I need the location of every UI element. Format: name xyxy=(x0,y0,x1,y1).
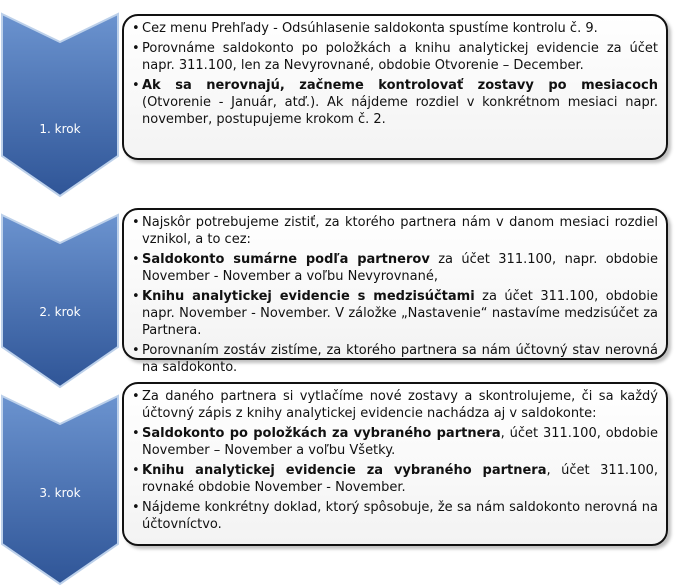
step-label: 1. krok xyxy=(39,122,81,136)
list-item: • Saldokonto po položkách za vybraného partnera, účet 311.100, obdobie November – November a voľbu Všetky. xyxy=(132,426,658,458)
list-item: • Za daného partnera si vytlačíme nové zostavy a skontrolujeme, či sa každý účtovný zápis z knihy analytickej evidencie nachádza aj v saldokonte: xyxy=(132,389,658,421)
step-label: 2. krok xyxy=(39,305,81,319)
chevron-arrow-2 xyxy=(0,195,125,390)
list-item: • Cez menu Prehľady - Odsúhlasenie saldokonta spustíme kontrolu č. 9. xyxy=(132,21,598,36)
list-item: • Saldokonto sumárne podľa partnerov za účet 311.100, napr. obdobie November - November a voľbu Nevyrovnané, xyxy=(132,252,659,284)
list-item: • Knihu analytickej evidencie s medzisúčtami za účet 311.100, obdobie napr. November - November. V záložke „Nastavenie“ nastavíme medzisúčet za Partnera. xyxy=(132,289,659,338)
list-item: • Nájdeme konkrétny doklad, ktorý spôsobuje, že sa nám saldokonto nerovná na účtovníctvo. xyxy=(132,500,658,532)
list-item: • Ak sa nerovnajú, začneme kontrolovať zostavy po mesiacoch (Otvorenie - Január, atď.). Ak nájdeme rozdiel v konkrétnom mesiaci napr. november, postupujeme krokom č. 2. xyxy=(132,78,658,127)
chevron-arrow-3 xyxy=(0,378,125,586)
list-item: • Porovnaním zostáv zistíme, za ktorého partnera sa nám účtovný stav nerovná na saldokonto. xyxy=(132,343,658,375)
chevron-arrow-1 xyxy=(0,0,125,200)
step-panel xyxy=(122,14,668,160)
step-panel xyxy=(122,382,668,546)
step-2 xyxy=(0,195,688,390)
list-item: • Porovnáme saldokonto po položkách a knihu analytickej evidencie za účet napr. 311.100, len za Nevyrovnané, obdobie Otvorenie – December. xyxy=(132,41,658,73)
step-panel xyxy=(122,208,668,375)
list-item: • Najskôr potrebujeme zistiť, za ktorého partnera nám v danom mesiaci rozdiel vznikol, a to cez: xyxy=(132,215,658,247)
step-3 xyxy=(0,378,688,586)
step-1 xyxy=(0,0,688,200)
list-item: • Knihu analytickej evidencie za vybraného partnera, účet 311.100, rovnaké obdobie November - November. xyxy=(132,463,658,495)
step-label: 3. krok xyxy=(39,486,81,500)
